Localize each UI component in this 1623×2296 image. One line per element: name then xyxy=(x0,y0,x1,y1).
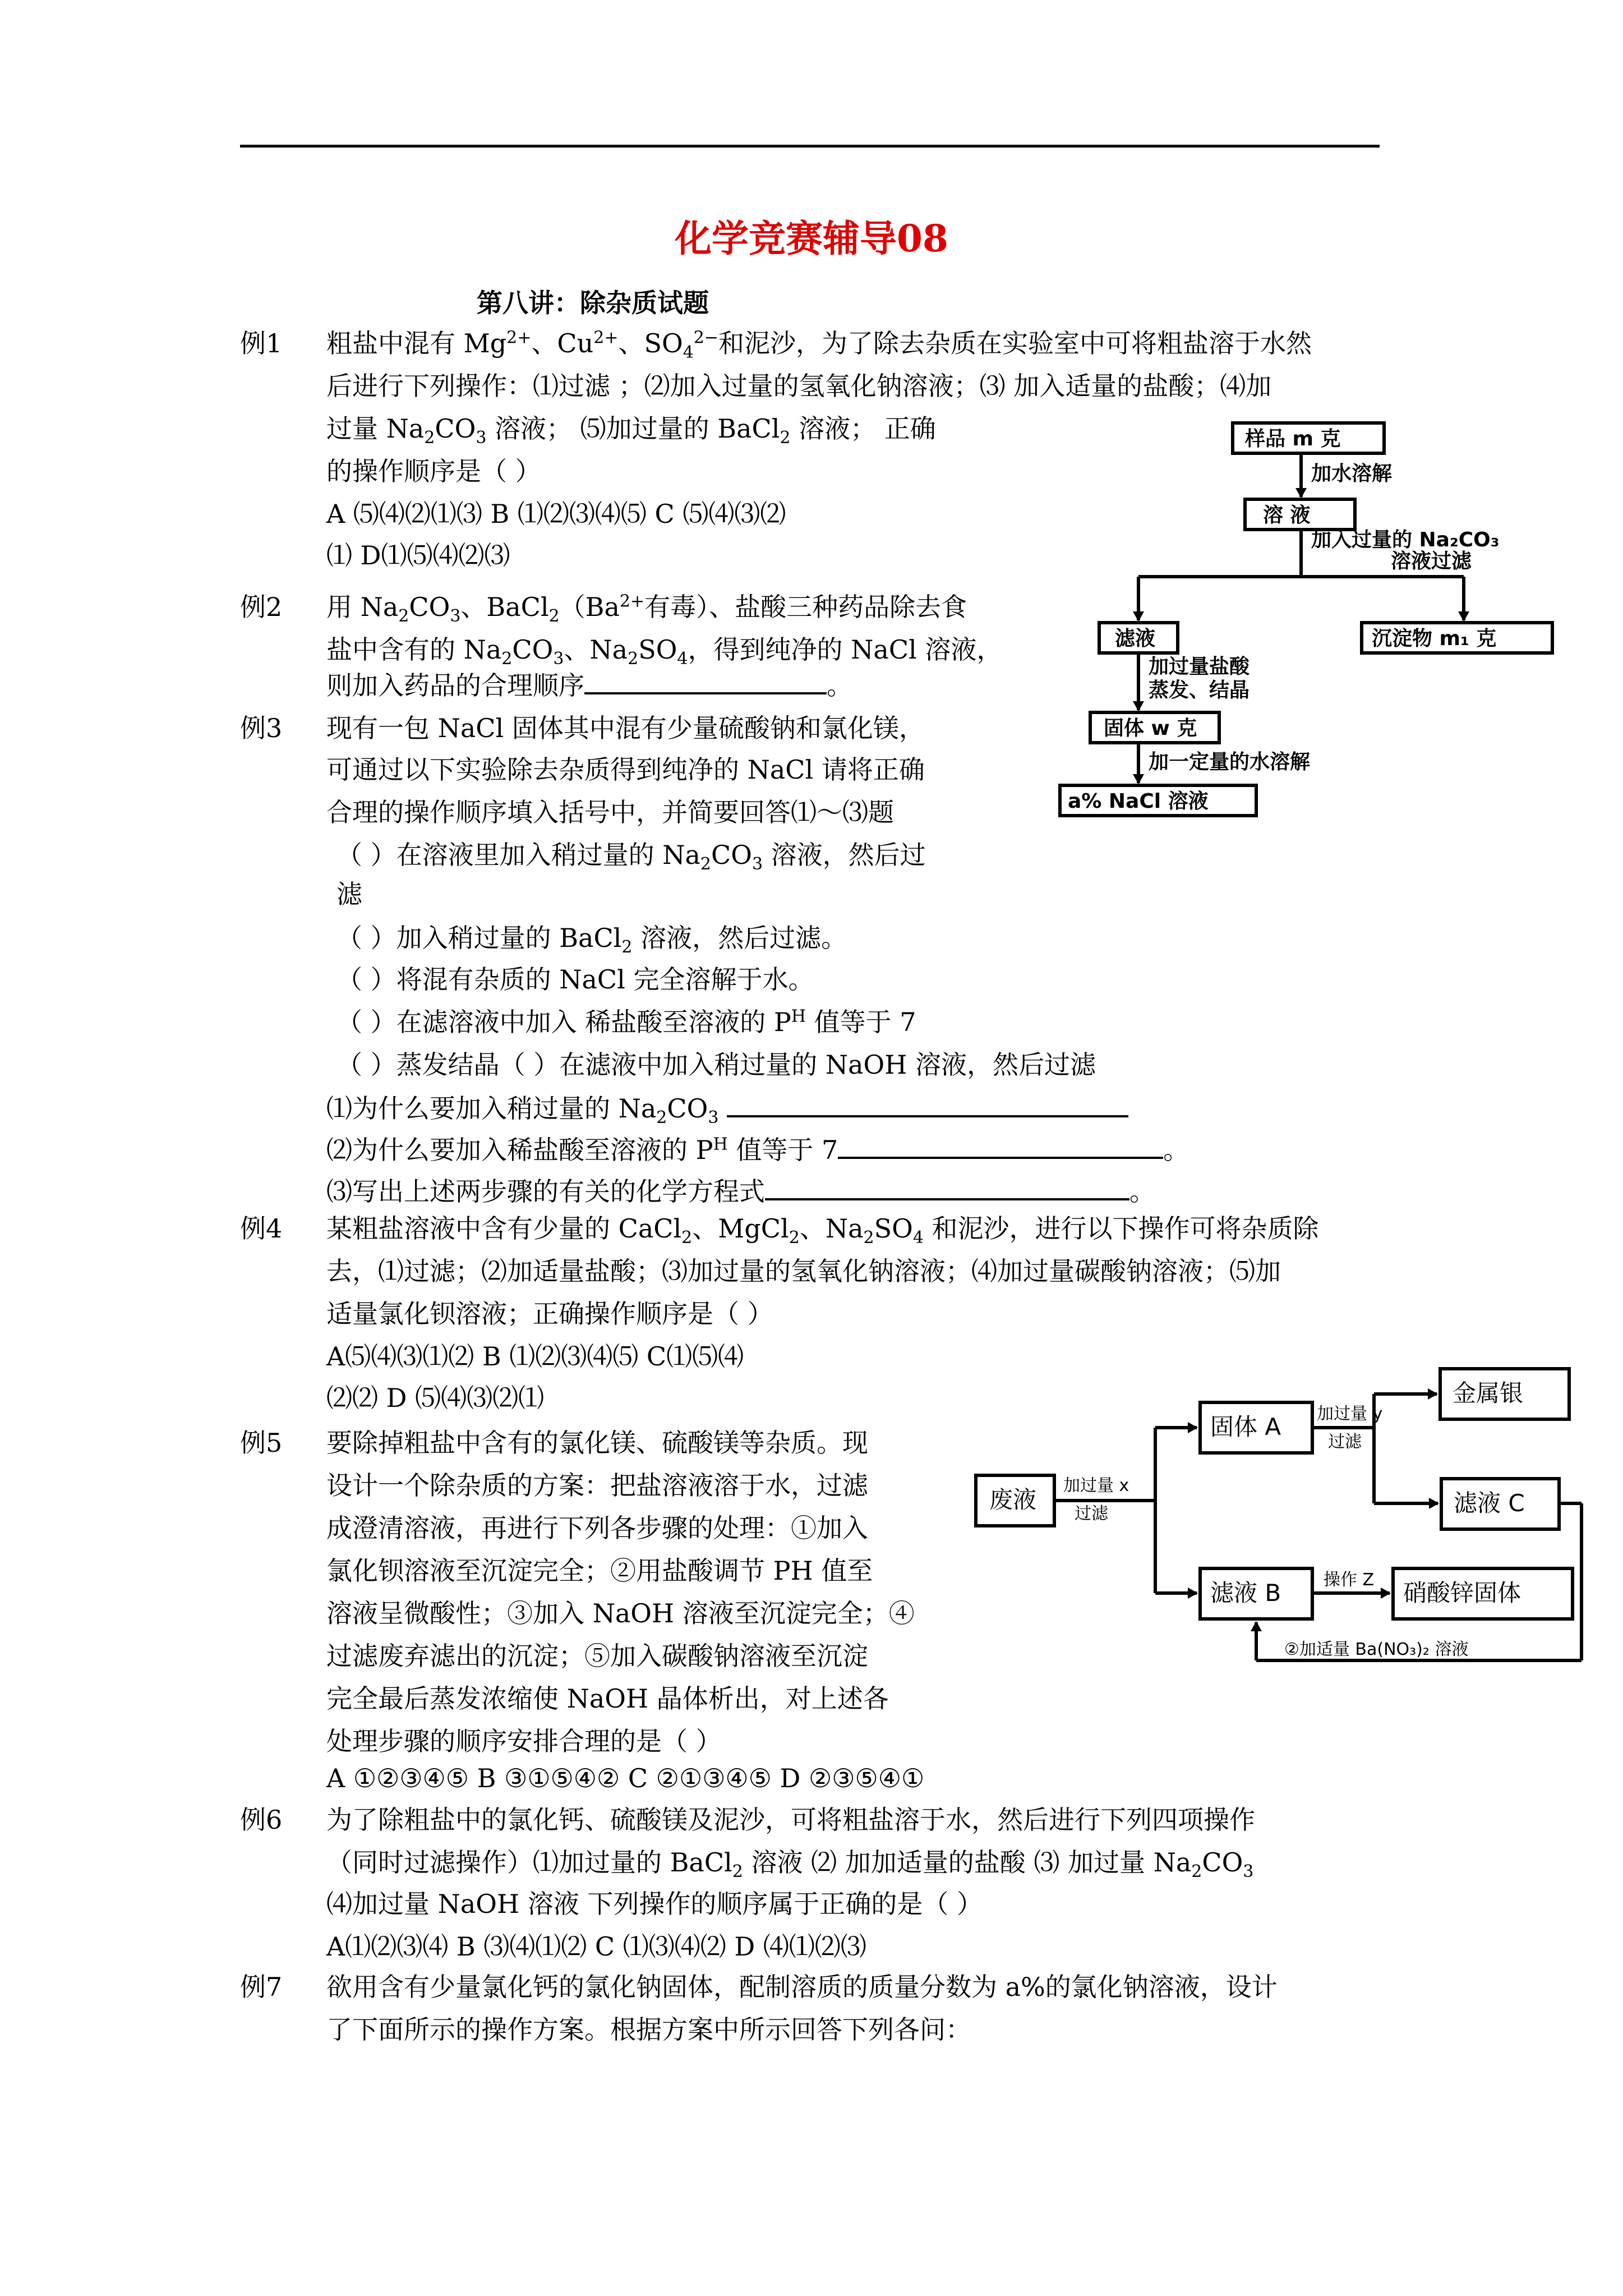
flow1-step-dissolve: 加水溶解 xyxy=(1311,462,1393,485)
ex3-line3: 合理的操作顺序填入括号中，并简要回答⑴～⑶题 xyxy=(326,797,894,827)
flow1-step-filter: 溶液过滤 xyxy=(1391,550,1472,573)
ex3-step5: （ ）蒸发结晶（ ）在滤液中加入稍过量的 NaOH 溶液，然后过滤 xyxy=(336,1050,1096,1080)
top-rule xyxy=(240,145,1380,148)
ex5-line6: 过滤废弃滤出的沉淀；⑤加入碳酸钠溶液至沉淀 xyxy=(326,1641,868,1671)
ex3-q1-blank[interactable] xyxy=(727,1091,1128,1117)
ex1-options-cont: ⑴ D⑴⑸⑷⑵⑶ xyxy=(326,540,510,570)
flow1-step-water: 加一定量的水溶解 xyxy=(1149,751,1311,774)
ex3-q3-blank[interactable] xyxy=(765,1174,1129,1200)
flow1-filtrate-box: 滤液 xyxy=(1115,627,1156,650)
example-label-6: 例6 xyxy=(240,1805,283,1835)
ex7-line2: 了下面所示的操作方案。根据方案中所示回答下列各问： xyxy=(326,2014,971,2045)
flow1-step-hcl: 加过量盐酸 xyxy=(1149,655,1250,678)
ex1-line1: 粗盐中混有 $Mg^{2+}$、$Cu^{2+}$、$SO_4^{2-}$和泥沙，为了除去杂质在实验室中可将粗盐溶于水然 xyxy=(326,328,1312,363)
ex4-options-cont: ⑵⑵ D ⑸⑷⑶⑵⑴ xyxy=(326,1383,545,1413)
ex5-line1: 要除掉粗盐中含有的氯化镁、硫酸镁等杂质。现 xyxy=(326,1428,868,1458)
flow2-step-y-filter: 过滤 xyxy=(1328,1432,1362,1452)
flow2-solid-a-box: 固体 A xyxy=(1210,1413,1281,1441)
flow1-sample-box: 样品 m 克 xyxy=(1245,427,1341,450)
ex1-line3: 过量 $Na_2CO_3$ 溶液； ⑸加过量的 BaCl$_2$ 溶液； 正确 xyxy=(326,413,936,448)
ex3-step1-cont: 滤 xyxy=(336,879,362,909)
flow2-filtrate-b-box: 滤液 B xyxy=(1210,1579,1281,1607)
ex3-step1: （ ）在溶液里加入稍过量的 $Na_2CO_3$ 溶液，然后过 xyxy=(336,840,926,875)
ex3-step4: （ ）在滤溶液中加入 稀盐酸至溶液的 $P^H$ 值等于 7 xyxy=(336,1006,916,1037)
ex4-line1: 某粗盐溶液中含有少量的 CaCl$_2$、MgCl$_2$、$Na_2SO_4$ 和泥沙，进行以下操作可将杂质除 xyxy=(326,1213,1319,1248)
waste-flowchart xyxy=(970,1363,1587,1677)
ex3-line2: 可通过以下实验除去杂质得到纯净的 NaCl 请将正确 xyxy=(326,754,925,785)
ex5-line7: 完全最后蒸发浓缩使 NaOH 晶体析出，对上述各 xyxy=(326,1683,889,1714)
ex3-question1: ⑴为什么要加入稍过量的 $Na_2CO_3$ xyxy=(326,1091,1128,1125)
example-label-3: 例3 xyxy=(240,713,283,743)
example-label-7: 例7 xyxy=(240,1972,283,2002)
ex4-line3: 适量氯化钡溶液；正确操作顺序是（ ） xyxy=(326,1299,773,1329)
ex2-answer-blank[interactable] xyxy=(584,668,827,694)
ex5-line4: 氯化钡溶液至沉淀完全；②用盐酸调节 PH 值至 xyxy=(326,1556,873,1586)
flow1-step-evaporate: 蒸发、结晶 xyxy=(1149,679,1250,702)
ex5-line5: 溶液呈微酸性；③加入 NaOH 溶液至沉淀完全；④ xyxy=(326,1598,915,1628)
flow1-precipitate-box: 沉淀物 m₁ 克 xyxy=(1372,627,1497,650)
flow2-waste-box: 废液 xyxy=(989,1486,1037,1513)
flow2-silver-box: 金属银 xyxy=(1453,1379,1524,1407)
ex5-line8: 处理步骤的顺序安排合理的是（ ） xyxy=(326,1726,722,1756)
ex6-line2: （同时过滤操作）⑴加过量的 BaCl$_2$ 溶液 ⑵ 加加适量的盐酸 ⑶ 加过量 $Na_2CO_3$ xyxy=(326,1847,1254,1882)
flow2-step-y: 加过量 y xyxy=(1317,1404,1383,1424)
example-label-1: 例1 xyxy=(240,328,283,358)
flow1-solution-box: 溶 液 xyxy=(1263,504,1311,527)
ex3-q2-blank[interactable] xyxy=(838,1132,1163,1159)
nacl-flowchart xyxy=(1054,415,1559,830)
ex3-question3: ⑶写出上述两步骤的有关的化学方程式 。 xyxy=(326,1174,1155,1208)
ex3-question2: ⑵为什么要加入稀盐酸至溶液的 $P^H$ 值等于 7 。 xyxy=(326,1132,1189,1167)
ex2-line2: 盐中含有的 $Na_2CO_3$、$Na_2SO_4$，得到纯净的 NaCl 溶液， xyxy=(326,634,1003,669)
ex1-line4: 的操作顺序是（ ） xyxy=(326,456,541,486)
ex4-options: A⑸⑷⑶⑴⑵ B ⑴⑵⑶⑷⑸ C⑴⑸⑷ xyxy=(326,1341,744,1372)
ex4-line2: 去，⑴过滤；⑵加适量盐酸；⑶加过量的氢氧化钠溶液；⑷加过量碳酸钠溶液；⑸加 xyxy=(326,1256,1281,1286)
ex2-line1: 用 $Na_2CO_3$、$BaCl_2(Ba^{2+}$有毒）、盐酸三种药品除去食 xyxy=(326,591,967,627)
ex6-line3: ⑷加过量 NaOH 溶液 下列操作的顺序属于正确的是（ ） xyxy=(326,1889,983,1919)
flow2-zinc-nitrate-box: 硝酸锌固体 xyxy=(1403,1579,1521,1607)
flow2-filtrate-c-box: 滤液 C xyxy=(1454,1489,1525,1517)
ex1-line2: 后进行下列操作：⑴过滤 ；⑵加入过量的氢氧化钠溶液；⑶ 加入适量的盐酸；⑷加 xyxy=(326,371,1272,401)
ex6-line1: 为了除粗盐中的氯化钙、硫酸镁及泥沙，可将粗盐溶于水，然后进行下列四项操作 xyxy=(326,1805,1255,1835)
ex3-step3: （ ）将混有杂质的 NaCl 完全溶解于水。 xyxy=(336,964,814,995)
ex6-options: A⑴⑵⑶⑷ B ⑶⑷⑴⑵ C ⑴⑶⑷⑵ D ⑷⑴⑵⑶ xyxy=(326,1931,866,1962)
flow2-step-z: 操作 Z xyxy=(1324,1570,1375,1590)
ex3-line1: 现有一包 NaCl 固体其中混有少量硫酸钠和氯化镁， xyxy=(326,713,925,743)
ex5-line2: 设计一个除杂质的方案：把盐溶液溶于水，过滤 xyxy=(326,1470,868,1501)
ex7-line1: 欲用含有少量氯化钙的氯化钠固体，配制溶质的质量分数为 a%的氯化钠溶液，设计 xyxy=(326,1972,1278,2002)
flow1-solid-box: 固体 w 克 xyxy=(1104,717,1197,740)
flow2-step-x: 加过量 x xyxy=(1063,1476,1129,1496)
flow2-step-x-filter: 过滤 xyxy=(1075,1504,1108,1524)
page-title: 化学竞赛辅导08 xyxy=(675,217,948,260)
example-label-5: 例5 xyxy=(240,1428,283,1458)
ex5-line3: 成澄清溶液，再进行下列各步骤的处理：①加入 xyxy=(326,1513,868,1543)
ex5-options: A ①②③④⑤ B ③①⑤④② C ②①③④⑤ D ②③⑤④① xyxy=(326,1763,925,1793)
flow1-result-box: a% NaCl 溶液 xyxy=(1068,790,1209,813)
lecture-subtitle: 第八讲：除杂质试题 xyxy=(477,288,709,318)
example-label-4: 例4 xyxy=(240,1213,283,1244)
ex3-step2: （ ）加入稍过量的 BaCl$_2$ 溶液，然后过滤。 xyxy=(336,923,847,958)
flow1-step-na2co3: 加入过量的 Na₂CO₃ xyxy=(1311,528,1500,551)
ex2-line3: 则加入药品的合理顺序 。 xyxy=(326,668,852,702)
flow2-step-back: ②加适量 Ba(NO₃)₂ 溶液 xyxy=(1284,1640,1469,1659)
ex1-options: A ⑸⑷⑵⑴⑶ B ⑴⑵⑶⑷⑸ C ⑸⑷⑶⑵ xyxy=(326,499,786,529)
example-label-2: 例2 xyxy=(240,592,283,622)
